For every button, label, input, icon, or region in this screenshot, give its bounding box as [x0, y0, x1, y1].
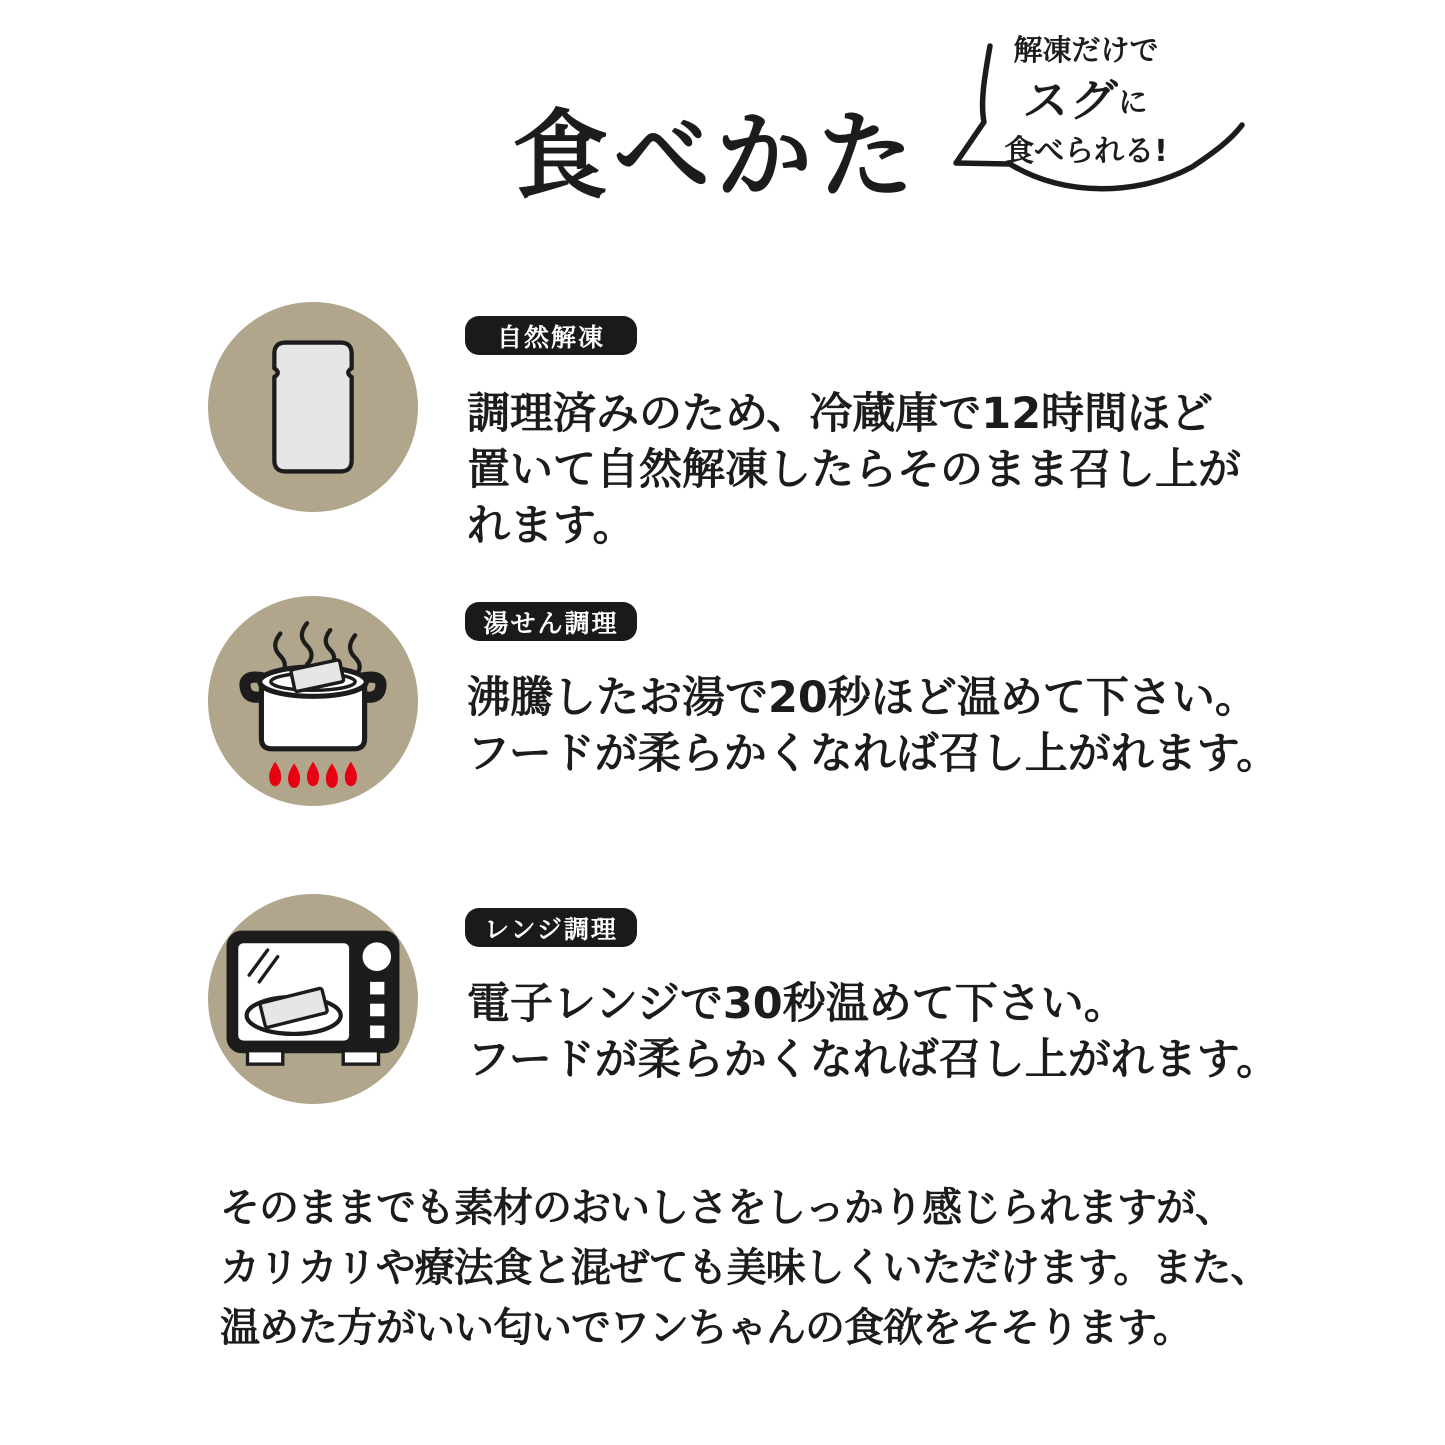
- step1-line-2: 置いて自然解凍したらそのまま召し上が: [467, 445, 1241, 495]
- microwave-icon: [224, 928, 402, 1071]
- step3-badge: レンジ調理: [465, 908, 637, 947]
- step2-description: [467, 670, 1279, 782]
- step1-line-1: 調理済みのため、冷蔵庫で12時間ほど: [467, 389, 1214, 439]
- pouch-icon: [271, 340, 355, 474]
- footer-line-2: カリカリや療法食と混ぜても美味しくいただけます。また、: [220, 1245, 1270, 1291]
- bubble-line-2-rest: に: [1118, 85, 1148, 120]
- step1-badge: 自然解凍: [465, 316, 637, 355]
- step3-description: [467, 976, 1279, 1088]
- bubble-line-3: 食べられる!: [1004, 133, 1168, 169]
- footer-note: [220, 1178, 1269, 1358]
- step1-icon-circle: [208, 302, 418, 512]
- step3-icon-circle: [208, 894, 418, 1104]
- pot-icon: [227, 611, 399, 792]
- footer-line-3: 温めた方がいい匂いでワンちゃんの食欲をそそります。: [220, 1305, 1192, 1351]
- bubble-line-2: [948, 73, 1224, 129]
- footer-line-1: そのままでも素材のおいしさをしっかり感じられますが、: [220, 1185, 1234, 1231]
- step1-line-3: れます。: [467, 501, 636, 551]
- step2-line-1: 沸騰したお湯で20秒ほど温めて下さい。: [467, 673, 1258, 723]
- step3-line-2: フードが柔らかくなれば召し上がれます。: [467, 1035, 1280, 1085]
- step3-line-1: 電子レンジで30秒温めて下さい。: [467, 979, 1127, 1029]
- bubble-line-1: 解凍だけで: [1013, 33, 1159, 67]
- speech-bubble: [948, 32, 1224, 170]
- step1-description: [467, 386, 1241, 554]
- step2-icon-circle: [208, 596, 418, 806]
- step2-badge: 湯せん調理: [465, 602, 637, 641]
- step2-line-2: フードが柔らかくなれば召し上がれます。: [467, 729, 1280, 779]
- page-title: 食べかた: [512, 100, 920, 212]
- bubble-emphasis: スグ: [1021, 74, 1122, 128]
